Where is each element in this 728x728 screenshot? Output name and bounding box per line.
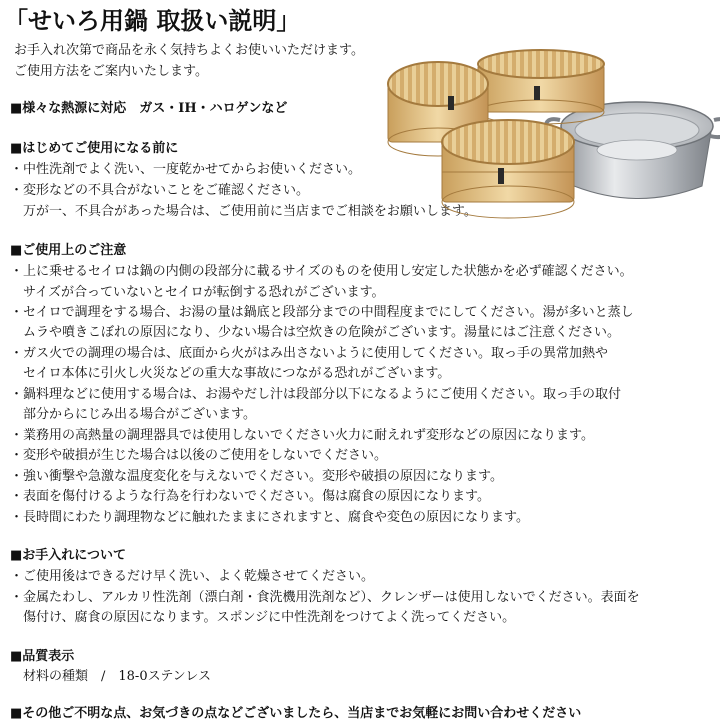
bamboo-steamer-front [442,120,574,218]
caution-line: ・変形や破損が生じた場合は以後のご使用をしないでください。 [10,448,388,463]
footer-line: ■その他ご不明な点、お気づきの点などございましたら、当店までお気軽にお問い合わせください [10,706,582,721]
quality-heading: ■品質表示 [10,649,75,664]
care-heading: ■お手入れについて [10,548,127,563]
caution-line: ・セイロで調理をする場合、お湯の量は鍋底と段部分までの中間程度までにしてください。湯が多いと蒸し [10,305,634,320]
cautions-heading: ■ご使用上のご注意 [10,243,127,258]
first-use-line: ・変形などの不具合がないことをご確認ください。 [10,183,310,198]
steamer-pot-illustration [384,46,720,246]
caution-line: ・ガス火での調理の場合は、底面から火がはみ出さないように使用してください。取っ手の異常加熱や [10,346,609,361]
caution-line: ・上に乗せるセイロは鍋の内側の段部分に載るサイズのものを使用し安定した状態かを必ず確認ください。 [10,264,633,279]
care-line: 傷付け、腐食の原因になります。スポンジに中性洗剤をつけてよく洗ってください。 [10,610,516,625]
material-line: 材料の種類 / 18-0ステンレス [10,669,211,684]
caution-line: セイロ本体に引火し火災などの重大な事故につながる恐れがございます。 [10,366,451,381]
heat-source-heading: ■様々な熱源に対応 ガス・IH・ハロゲンなど [10,101,288,116]
caution-line: ・強い衝撃や急激な温度変化を与えないでください。変形や破損の原因になります。 [10,469,503,484]
first-use-line: 万が一、不具合があった場合は、ご使用前に当店までご相談をお願いします。 [10,204,477,219]
page-title: 「せいろ用鍋 取扱い説明」 [4,6,301,35]
first-use-line: ・中性洗剤でよく洗い、一度乾かせてからお使いください。 [10,162,362,177]
caution-line: ・鍋料理などに使用する場合は、お湯やだし汁は段部分以下になるようにご使用ください。取っ手の取付 [10,387,622,402]
intro-line: ご使用方法をご案内いたします。 [14,64,208,79]
caution-line: サイズが合っていないとセイロが転倒する恐れがございます。 [10,285,385,300]
intro-text [14,40,364,82]
caution-line: ・長時間にわたり調理物などに触れたままにされますと、腐食や変色の原因になります。 [10,510,529,525]
care-line: ・ご使用後はできるだけ早く洗い、よく乾燥させてください。 [10,569,375,584]
care-line: ・金属たわし、アルカリ性洗剤（漂白剤・食洗機用洗剤など）、クレンザーは使用しないでください。表面を [10,590,640,605]
first-use-heading: ■はじめてご使用になる前に [10,141,179,156]
intro-line: お手入れ次第で商品を永く気持ちよくお使いいただけます。 [14,43,364,58]
caution-line: ムラや噴きこぼれの原因になり、少ない場合は空炊きの危険がございます。湯量にはご注意ください。 [10,325,620,340]
caution-line: ・表面を傷付けるような行為を行わないでください。傷は腐食の原因になります。 [10,489,490,504]
caution-line: ・業務用の高熱量の調理器具では使用しないでください火力に耐えれず変形などの原因になります。 [10,428,594,443]
caution-line: 部分からにじみ出る場合がございます。 [10,407,256,422]
